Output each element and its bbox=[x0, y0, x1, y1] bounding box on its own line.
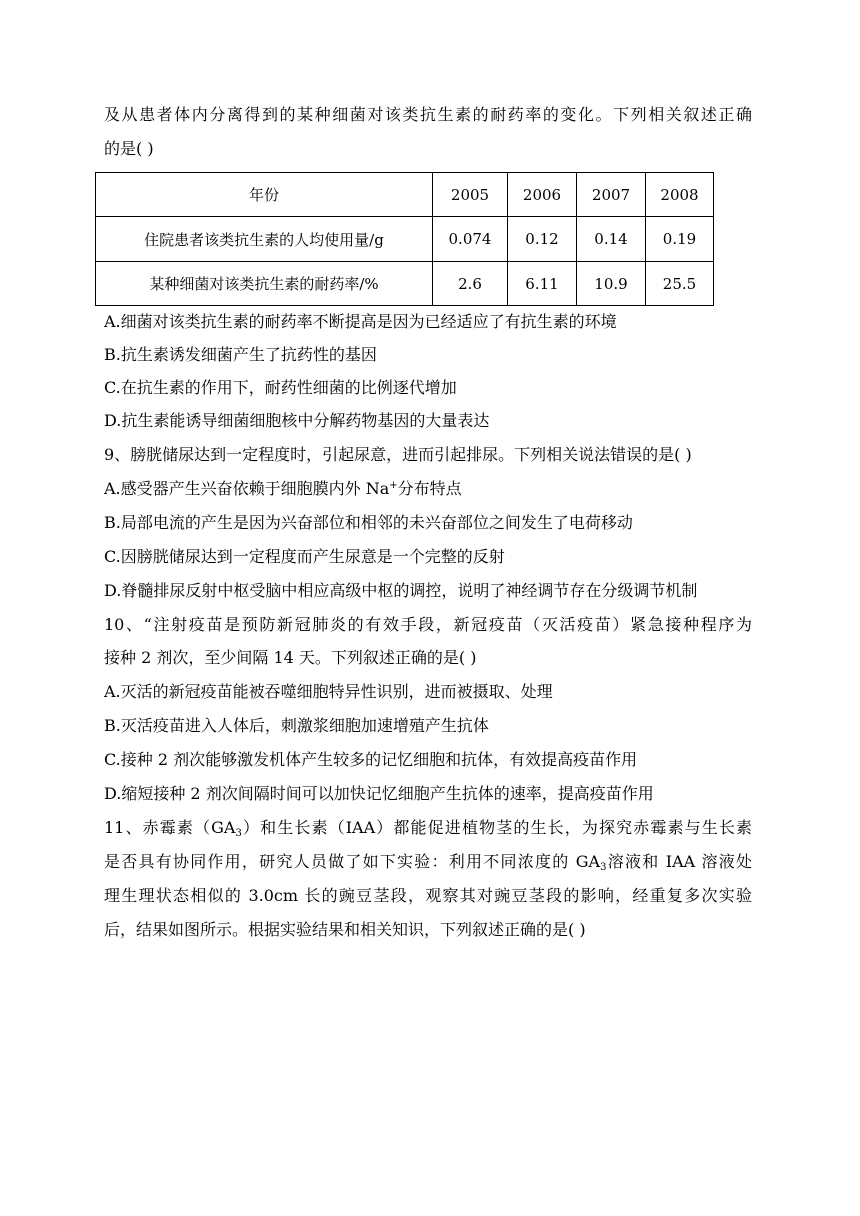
table-cell: 0.14 bbox=[577, 217, 646, 262]
q11-stem-line-4: 后，结果如图所示。根据实验结果和相关知识，下列叙述正确的是( ) bbox=[104, 920, 586, 939]
q9-option-c: C.因膀胱储尿达到一定程度而产生尿意是一个完整的反射 bbox=[104, 547, 505, 566]
q11-stem-line-1: 11、赤霉素$(GA_3)$和生长素（IAA）都能促进植物茎的生长，为探究赤霉素与生长素 bbox=[104, 818, 752, 839]
q10-stem-line-2: 接种 2 剂次，至少间隔 14 天。下列叙述正确的是( ) bbox=[104, 648, 477, 667]
table-cell: 25.5 bbox=[646, 262, 714, 306]
q8-option-b: B.抗生素诱发细菌产生了抗药性的基因 bbox=[104, 345, 377, 364]
q9-option-d: D.脊髓排尿反射中枢受脑中相应高级中枢的调控，说明了神经调节存在分级调节机制 bbox=[104, 581, 698, 600]
table-header-cell: 2008 bbox=[646, 173, 714, 217]
table-cell: 0.074 bbox=[433, 217, 508, 262]
table-cell: 0.19 bbox=[646, 217, 714, 262]
table-row bbox=[96, 217, 714, 262]
q11-stem-line-3: 理生理状态相似的 3.0cm 长的豌豆茎段，观察其对豌豆茎段的影响，经重复多次实验 bbox=[104, 886, 752, 905]
table-cell: 某种细菌对该类抗生素的耐药率/% bbox=[96, 262, 433, 306]
q10-option-b: B.灭活疫苗进入人体后，刺激浆细胞加速增殖产生抗体 bbox=[104, 716, 489, 735]
table-header-cell: 2005 bbox=[433, 173, 508, 217]
intro-line-1: 及从患者体内分离得到的某种细菌对该类抗生素的耐药率的变化。下列相关叙述正确 bbox=[104, 105, 752, 124]
table-cell: 6.11 bbox=[508, 262, 577, 306]
q9-stem: 9、膀胱储尿达到一定程度时，引起尿意，进而引起排尿。下列相关说法错误的是( ) bbox=[104, 445, 692, 464]
q10-option-d: D.缩短接种 2 剂次间隔时间可以加快记忆细胞产生抗体的速率，提高疫苗作用 bbox=[104, 784, 654, 803]
q8-option-c: C.在抗生素的作用下，耐药性细菌的比例逐代增加 bbox=[104, 378, 457, 397]
q10-option-c: C.接种 2 剂次能够激发机体产生较多的记忆细胞和抗体，有效提高疫苗作用 bbox=[104, 750, 638, 769]
table-row bbox=[96, 262, 714, 306]
table-cell: 2.6 bbox=[433, 262, 508, 306]
data-table bbox=[95, 172, 714, 306]
table-header-cell: 年份 bbox=[96, 173, 433, 217]
q9-option-a: A.感受器产生兴奋依赖于细胞膜内外 Na+分布特点 bbox=[104, 479, 462, 498]
q9-option-b: B.局部电流的产生是因为兴奋部位和相邻的未兴奋部位之间发生了电荷移动 bbox=[104, 513, 633, 532]
table-header-cell: 2007 bbox=[577, 173, 646, 217]
table-header-cell: 2006 bbox=[508, 173, 577, 217]
table-cell: 0.12 bbox=[508, 217, 577, 262]
q10-option-a: A.灭活的新冠疫苗能被吞噬细胞特异性识别，进而被摄取、处理 bbox=[104, 682, 553, 701]
q8-option-a: A.细菌对该类抗生素的耐药率不断提高是因为已经适应了有抗生素的环境 bbox=[104, 312, 617, 331]
q10-stem-line-1: 10、“注射疫苗是预防新冠肺炎的有效手段，新冠疫苗（灭活疫苗）紧急接种程序为 bbox=[104, 615, 752, 634]
table-cell: 住院患者该类抗生素的人均使用量/g bbox=[96, 217, 433, 262]
q8-option-d: D.抗生素能诱导细菌细胞核中分解药物基因的大量表达 bbox=[104, 411, 490, 430]
table-cell: 10.9 bbox=[577, 262, 646, 306]
intro-line-2: 的是( ) bbox=[104, 139, 154, 158]
table-row bbox=[96, 173, 714, 217]
q11-stem-line-2: 是否具有协同作用，研究人员做了如下实验：利用不同浓度的 $GA_3$溶液和 IAA 溶液处 bbox=[104, 852, 752, 873]
